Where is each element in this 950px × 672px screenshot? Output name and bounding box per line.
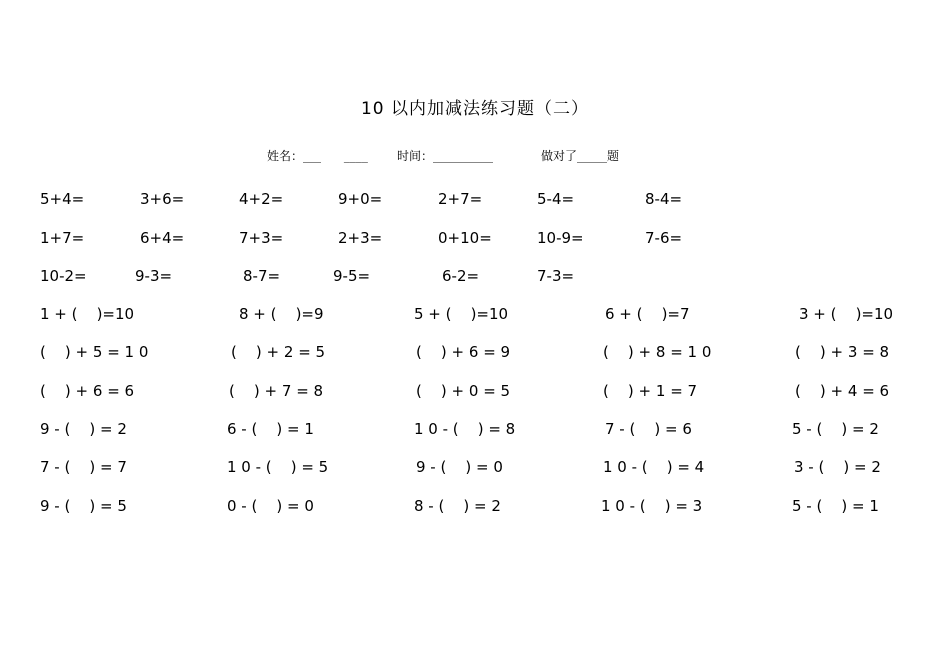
time-field-label: 时间：__________: [397, 149, 494, 163]
problem-row: [0, 267, 950, 291]
math-problem: ( ) + 5 = 1 0: [40, 343, 149, 361]
math-problem: 9 - ( ) = 5: [40, 497, 127, 515]
math-problem: ( ) + 7 = 8: [229, 382, 324, 400]
page-title: 10 以内加减法练习题（二）: [360, 99, 590, 119]
math-problem: 0 - ( ) = 0: [227, 497, 314, 515]
math-problem: 1+7=: [40, 229, 85, 247]
math-problem: 5 - ( ) = 2: [792, 420, 879, 438]
problem-row: [0, 190, 950, 214]
math-problem: 1 0 - ( ) = 5: [227, 458, 329, 476]
math-problem: 9+0=: [338, 190, 383, 208]
math-problem: 6+4=: [140, 229, 185, 247]
math-problem: ( ) + 3 = 8: [795, 343, 890, 361]
math-problem: 8-4=: [645, 190, 683, 208]
math-problem: ( ) + 2 = 5: [231, 343, 326, 361]
math-problem: 2+3=: [338, 229, 383, 247]
math-problem: ( ) + 8 = 1 0: [603, 343, 712, 361]
math-problem: ( ) + 6 = 9: [416, 343, 511, 361]
math-problem: 7 - ( ) = 7: [40, 458, 127, 476]
math-problem: 9 - ( ) = 2: [40, 420, 127, 438]
math-problem: 3+6=: [140, 190, 185, 208]
math-problem: 1 0 - ( ) = 4: [603, 458, 705, 476]
math-problem: 7 - ( ) = 6: [605, 420, 692, 438]
math-problem: 6 + ( )=7: [605, 305, 690, 323]
math-problem: 0+10=: [438, 229, 492, 247]
problem-row: [0, 497, 950, 521]
math-problem: 6 - ( ) = 1: [227, 420, 314, 438]
name-field-label: 姓名：___ ____: [267, 149, 368, 163]
math-problem: 1 0 - ( ) = 3: [601, 497, 703, 515]
math-problem: 6-2=: [442, 267, 480, 285]
problem-row: [0, 382, 950, 406]
math-problem: 10-9=: [537, 229, 584, 247]
math-problem: 8 + ( )=9: [239, 305, 324, 323]
math-problem: 7+3=: [239, 229, 284, 247]
math-problem: ( ) + 1 = 7: [603, 382, 698, 400]
math-problem: 9 - ( ) = 0: [416, 458, 503, 476]
math-problem: 3 + ( )=10: [799, 305, 894, 323]
math-problem: 3 - ( ) = 2: [794, 458, 881, 476]
math-problem: 5+4=: [40, 190, 85, 208]
problem-row: [0, 229, 950, 253]
math-problem: ( ) + 6 = 6: [40, 382, 135, 400]
math-problem: 5 - ( ) = 1: [792, 497, 879, 515]
math-problem: 5-4=: [537, 190, 575, 208]
problem-row: [0, 343, 950, 367]
math-problem: 2+7=: [438, 190, 483, 208]
math-problem: ( ) + 0 = 5: [416, 382, 511, 400]
math-problem: 4+2=: [239, 190, 284, 208]
math-problem: 1 0 - ( ) = 8: [414, 420, 516, 438]
correct-count-label: 做对了_____题: [541, 149, 620, 163]
math-problem: 1 + ( )=10: [40, 305, 135, 323]
problem-row: [0, 420, 950, 444]
problem-row: [0, 458, 950, 482]
math-problem: 7-3=: [537, 267, 575, 285]
math-problem: ( ) + 4 = 6: [795, 382, 890, 400]
math-problem: 8-7=: [243, 267, 281, 285]
math-problem: 9-3=: [135, 267, 173, 285]
math-problem: 7-6=: [645, 229, 683, 247]
math-problem: 5 + ( )=10: [414, 305, 509, 323]
math-problem: 10-2=: [40, 267, 87, 285]
math-problem: 8 - ( ) = 2: [414, 497, 501, 515]
math-problem: 9-5=: [333, 267, 371, 285]
problem-row: [0, 305, 950, 329]
